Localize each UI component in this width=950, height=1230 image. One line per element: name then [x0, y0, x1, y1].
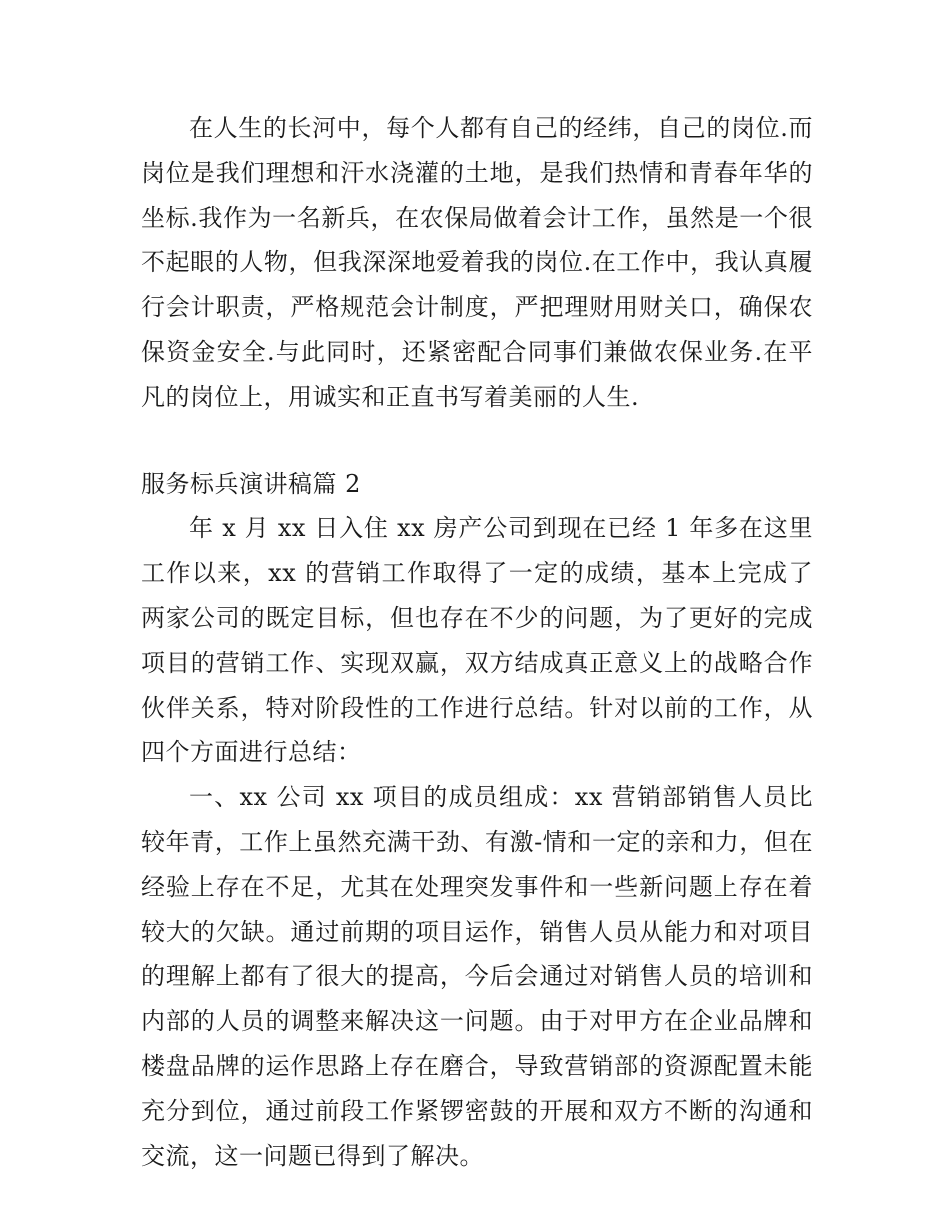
- document-body: [141, 106, 813, 1178]
- section-heading: 服务标兵演讲稿篇 2: [141, 469, 361, 498]
- paragraph-3: 一、xx 公司 xx 项目的成员组成：xx 营销部销售人员比较年青，工作上虽然充满干劲、有激-情和一定的亲和力，但在经验上存在不足，尤其在处理突发事件和一些新问题上存在着较大的欠缺。通过前期的项目运作，销售人员从能力和对项目的理解上都有了很大的提高，今后会通过对销售人员的培训和内部的人员的调整来解决这一问题。由于对甲方在企业品牌和楼盘品牌的运作思路上存在磨合，导致营销部的资源配置未能充分到位，通过前段工作紧锣密鼓的开展和双方不断的沟通和交流，这一问题已得到了解决。: [141, 783, 813, 1170]
- paragraph-2: 年 x 月 xx 日入住 xx 房产公司到现在已经 1 年多在这里工作以来，xx 的营销工作取得了一定的成绩，基本上完成了两家公司的既定目标，但也存在不少的问题，为了更好的完成项目的营销工作、实现双赢，双方结成真正意义上的战略合作伙伴关系，特对阶段性的工作进行总结。针对以前的工作，从四个方面进行总结：: [141, 514, 813, 767]
- paragraph-1: 在人生的长河中，每个人都有自己的经纬，自己的岗位.而岗位是我们理想和汗水浇灌的土地，是我们热情和青春年华的坐标.我作为一名新兵，在农保局做着会计工作，虽然是一个很不起眼的人物，但我深深地爱着我的岗位.在工作中，我认真履行会计职责，严格规范会计制度，严把理财用财关口，确保农保资金安全.与此同时，还紧密配合同事们兼做农保业务.在平凡的岗位上，用诚实和正直书写着美丽的人生.: [141, 114, 813, 411]
